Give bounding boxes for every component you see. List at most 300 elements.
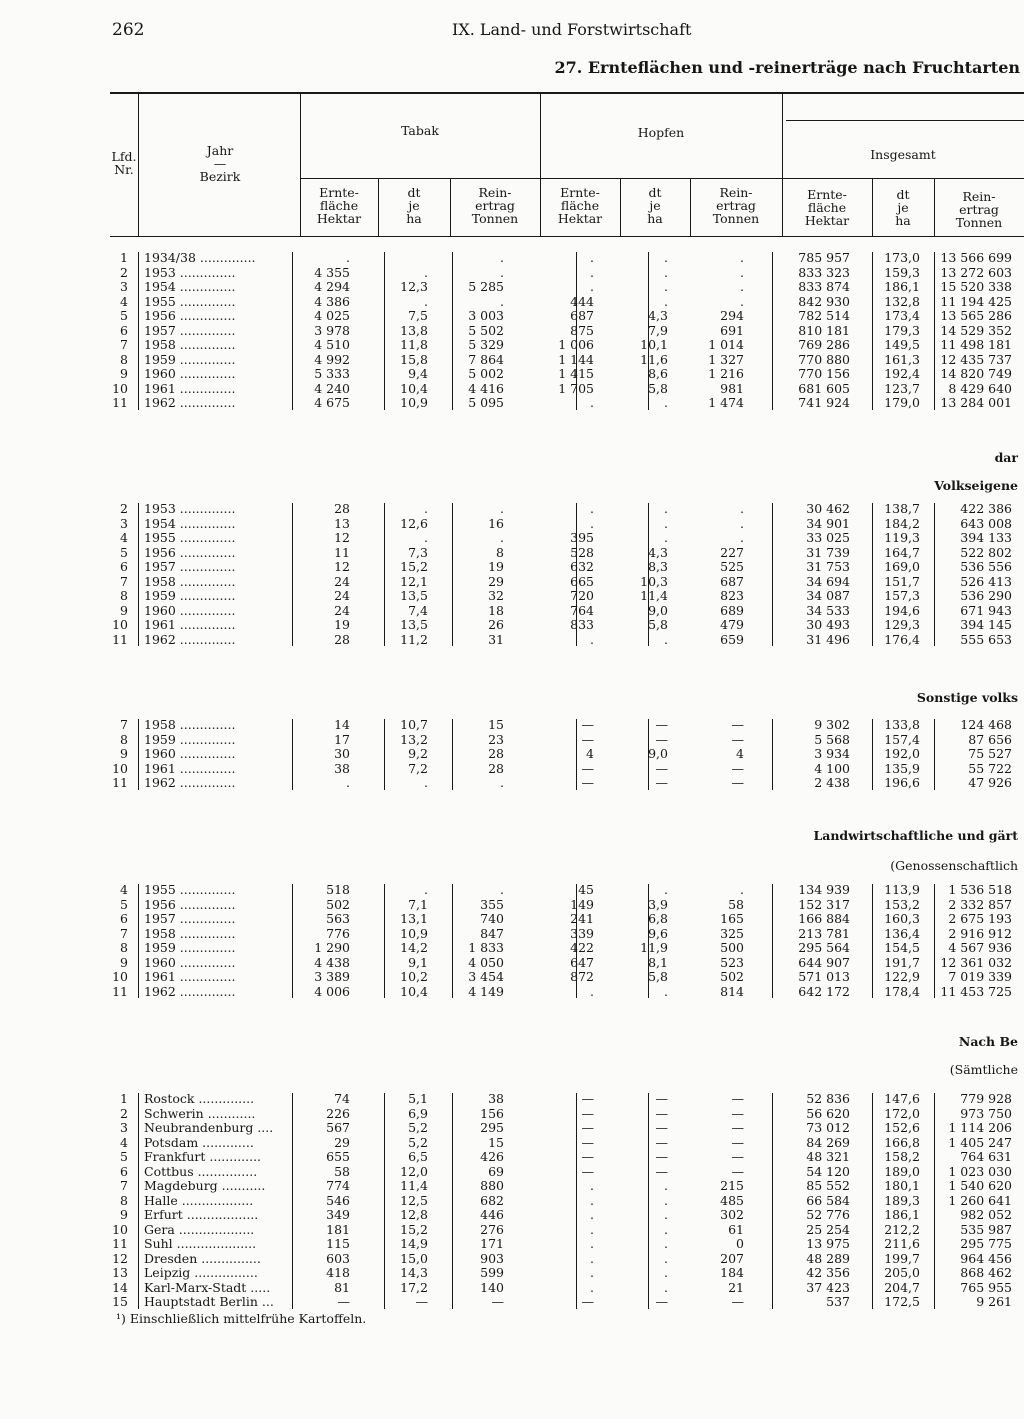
insgesamt-dt-je-ha: 138,7 <box>884 501 920 516</box>
hopfen-reinertrag: — <box>731 775 744 790</box>
table-row <box>0 589 1024 604</box>
tabak-erntefläche: 502 <box>326 896 350 912</box>
insgesamt-dt-je-ha: 176,4 <box>884 631 920 647</box>
tabak-erntefläche: 4 240 <box>314 380 350 396</box>
hopfen-reinertrag: 485 <box>720 1192 744 1208</box>
hopfen-erntefläche: — <box>581 1294 594 1309</box>
table-row <box>0 1150 1024 1165</box>
sub-header-reinertrag: Rein- ertrag Tonnen <box>712 185 760 226</box>
insgesamt-reinertrag: 1 260 641 <box>948 1192 1012 1208</box>
insgesamt-reinertrag: 764 631 <box>960 1149 1012 1164</box>
table-row <box>0 927 1024 942</box>
insgesamt-reinertrag: 11 194 425 <box>940 293 1012 309</box>
hopfen-reinertrag: 502 <box>720 969 744 984</box>
insgesamt-dt-je-ha: 191,7 <box>884 954 920 970</box>
table-row <box>0 531 1024 546</box>
tabak-erntefläche: 30 <box>334 746 350 761</box>
hopfen-dt-je-ha: . <box>664 882 668 897</box>
insgesamt-dt-je-ha: 186,1 <box>884 279 920 294</box>
tabak-reinertrag: 16 <box>488 515 504 531</box>
row-number: 5 <box>120 544 128 560</box>
row-label: 1962 .............. <box>144 395 236 410</box>
tabak-reinertrag: . <box>500 775 504 790</box>
insgesamt-reinertrag: 422 386 <box>960 501 1012 516</box>
table-title: 27. Ernteflächen und -reinerträge nach Fruchtarten <box>554 58 1020 77</box>
hopfen-reinertrag: 525 <box>720 559 744 574</box>
insgesamt-dt-je-ha: 151,7 <box>884 573 920 589</box>
insgesamt-reinertrag: 394 133 <box>960 530 1012 545</box>
tabak-reinertrag: 880 <box>480 1178 504 1193</box>
insgesamt-erntefläche: 31 739 <box>806 544 850 560</box>
tabak-erntefläche: 4 006 <box>314 983 350 999</box>
row-number: 10 <box>112 617 128 632</box>
hopfen-reinertrag: . <box>740 264 744 280</box>
tabak-dt-je-ha: 12,6 <box>400 515 428 531</box>
insgesamt-reinertrag: 1 405 247 <box>948 1134 1012 1150</box>
section-heading: Nach Be <box>958 1034 1018 1049</box>
tabak-reinertrag: . <box>500 264 504 280</box>
hopfen-erntefläche: 1 144 <box>558 351 594 367</box>
row-label: Schwerin ............ <box>144 1105 256 1121</box>
row-label: 1958 .............. <box>144 717 236 732</box>
hopfen-dt-je-ha: — <box>655 1091 668 1106</box>
hopfen-erntefläche: 875 <box>570 322 594 338</box>
hopfen-dt-je-ha: — <box>655 717 668 732</box>
insgesamt-reinertrag: 964 456 <box>960 1250 1012 1266</box>
insgesamt-erntefläche: 56 620 <box>806 1105 850 1121</box>
table-row <box>0 1165 1024 1180</box>
hopfen-reinertrag: 691 <box>720 322 744 338</box>
insgesamt-dt-je-ha: 123,7 <box>884 380 920 396</box>
row-number: 11 <box>112 631 128 647</box>
row-label: 1959 .............. <box>144 940 236 955</box>
insgesamt-erntefläche: 34 533 <box>806 602 850 618</box>
row-label: Rostock .............. <box>144 1091 255 1106</box>
hopfen-dt-je-ha: 11,4 <box>640 588 668 603</box>
hopfen-erntefläche: 1 006 <box>558 337 594 352</box>
hopfen-erntefläche: 339 <box>570 925 594 941</box>
insgesamt-dt-je-ha: 172,0 <box>884 1105 920 1121</box>
hopfen-reinertrag: 0 <box>736 1236 744 1251</box>
row-number: 6 <box>120 1163 128 1179</box>
table-row <box>0 776 1024 791</box>
tabak-erntefläche: 518 <box>326 882 350 897</box>
row-label: 1962 .............. <box>144 775 236 790</box>
insgesamt-reinertrag: 779 928 <box>960 1091 1012 1106</box>
row-label: 1953 .............. <box>144 501 236 516</box>
insgesamt-erntefläche: 31 753 <box>806 559 850 574</box>
hopfen-dt-je-ha: . <box>664 279 668 294</box>
row-label: 1957 .............. <box>144 322 236 338</box>
insgesamt-reinertrag: 868 462 <box>960 1265 1012 1280</box>
tabak-reinertrag: 15 <box>488 1134 504 1150</box>
hopfen-erntefläche: 422 <box>570 940 594 955</box>
hopfen-erntefläche: — <box>581 1163 594 1179</box>
hopfen-dt-je-ha: . <box>664 501 668 516</box>
table-row <box>0 733 1024 748</box>
hopfen-reinertrag: 302 <box>720 1207 744 1222</box>
insgesamt-erntefläche: 134 939 <box>798 882 850 897</box>
hopfen-reinertrag: 58 <box>728 896 744 912</box>
tabak-erntefläche: 4 992 <box>314 351 350 367</box>
table-row <box>0 956 1024 971</box>
hopfen-erntefläche: — <box>581 1091 594 1106</box>
header-bottom-rule <box>110 236 1024 237</box>
insgesamt-reinertrag: 536 290 <box>960 588 1012 603</box>
insgesamt-dt-je-ha: 194,6 <box>884 602 920 618</box>
table-row <box>0 898 1024 913</box>
tabak-reinertrag: 140 <box>480 1279 504 1295</box>
table-row <box>0 280 1024 295</box>
tabak-erntefläche: 4 294 <box>314 279 350 294</box>
table-row <box>0 762 1024 777</box>
insgesamt-dt-je-ha: 184,2 <box>884 515 920 531</box>
hopfen-reinertrag: — <box>731 731 744 747</box>
row-number: 4 <box>120 293 128 309</box>
row-label: Halle .................. <box>144 1192 254 1208</box>
row-number: 7 <box>120 717 128 732</box>
hopfen-dt-je-ha: 7,9 <box>648 322 668 338</box>
tabak-reinertrag: 740 <box>480 911 504 926</box>
tabak-erntefläche: 24 <box>334 573 350 589</box>
tabak-dt-je-ha: 7,1 <box>408 896 428 912</box>
tabak-dt-je-ha: 11,8 <box>400 337 428 352</box>
table-row <box>0 1179 1024 1194</box>
row-label: 1955 .............. <box>144 882 236 897</box>
tabak-reinertrag: 29 <box>488 573 504 589</box>
table-row <box>0 546 1024 561</box>
tabak-dt-je-ha: 12,0 <box>400 1163 428 1179</box>
insgesamt-reinertrag: 15 520 338 <box>940 279 1012 294</box>
insgesamt-erntefläche: 770 156 <box>798 366 850 381</box>
row-number: 3 <box>120 515 128 531</box>
tabak-reinertrag: 8 <box>496 544 504 560</box>
row-label: 1934/38 .............. <box>144 250 256 265</box>
insgesamt-dt-je-ha: 152,6 <box>884 1120 920 1135</box>
hopfen-reinertrag: 1 216 <box>708 366 744 381</box>
tabak-dt-je-ha: 13,5 <box>400 588 428 603</box>
table-row <box>0 1107 1024 1122</box>
insgesamt-reinertrag: 2 916 912 <box>948 925 1012 941</box>
hopfen-erntefläche: 833 <box>570 617 594 632</box>
hopfen-dt-je-ha: 8,1 <box>648 954 668 970</box>
hopfen-dt-je-ha: 10,1 <box>640 337 668 352</box>
insgesamt-reinertrag: 7 019 339 <box>948 969 1012 984</box>
tabak-dt-je-ha: 5,2 <box>408 1134 428 1150</box>
hopfen-reinertrag: — <box>731 1294 744 1309</box>
insgesamt-dt-je-ha: 196,6 <box>884 775 920 790</box>
insgesamt-reinertrag: 12 435 737 <box>940 351 1012 367</box>
hopfen-reinertrag: 184 <box>720 1265 744 1280</box>
row-label: 1955 .............. <box>144 293 236 309</box>
insgesamt-reinertrag: 12 361 032 <box>940 954 1012 970</box>
hopfen-erntefläche: 1 415 <box>558 366 594 381</box>
table-row <box>0 502 1024 517</box>
hopfen-reinertrag: 523 <box>720 954 744 970</box>
tabak-reinertrag: 19 <box>488 559 504 574</box>
insgesamt-dt-je-ha: 211,6 <box>884 1236 920 1251</box>
table-row <box>0 941 1024 956</box>
table-row <box>0 1136 1024 1151</box>
table-row <box>0 353 1024 368</box>
hopfen-erntefläche: 1 705 <box>558 380 594 396</box>
hopfen-dt-je-ha: . <box>664 1207 668 1222</box>
table-row <box>0 970 1024 985</box>
tabak-dt-je-ha: 14,2 <box>400 940 428 955</box>
insgesamt-dt-je-ha: 154,5 <box>884 940 920 955</box>
insgesamt-reinertrag: 13 565 286 <box>940 308 1012 323</box>
insgesamt-dt-je-ha: 157,4 <box>884 731 920 747</box>
row-number: 4 <box>120 1134 128 1150</box>
row-label: Potsdam ............. <box>144 1134 254 1150</box>
table-row <box>0 747 1024 762</box>
row-label: 1953 .............. <box>144 264 236 280</box>
hopfen-reinertrag: 1 474 <box>708 395 744 410</box>
hopfen-dt-je-ha: 4,3 <box>648 544 668 560</box>
table-row <box>0 1092 1024 1107</box>
hopfen-dt-je-ha: . <box>664 264 668 280</box>
row-label: 1961 .............. <box>144 380 236 396</box>
tabak-erntefläche: 12 <box>334 530 350 545</box>
tabak-erntefläche: 546 <box>326 1192 350 1208</box>
row-number: 8 <box>120 731 128 747</box>
tabak-reinertrag: 28 <box>488 746 504 761</box>
insgesamt-dt-je-ha: 189,3 <box>884 1192 920 1208</box>
tabak-dt-je-ha: 15,2 <box>400 559 428 574</box>
insgesamt-reinertrag: 1 023 030 <box>948 1163 1012 1179</box>
hopfen-erntefläche: — <box>581 731 594 747</box>
tabak-reinertrag: 32 <box>488 588 504 603</box>
hopfen-erntefläche: . <box>590 279 594 294</box>
insgesamt-erntefläche: 73 012 <box>806 1120 850 1135</box>
insgesamt-erntefläche: 54 120 <box>806 1163 850 1179</box>
hopfen-dt-je-ha: 3,9 <box>648 896 668 912</box>
tabak-reinertrag: 28 <box>488 760 504 776</box>
insgesamt-erntefläche: 785 957 <box>798 250 850 265</box>
insgesamt-dt-je-ha: 129,3 <box>884 617 920 632</box>
hopfen-dt-je-ha: 9,6 <box>648 925 668 941</box>
tabak-erntefläche: 19 <box>334 617 350 632</box>
insgesamt-dt-je-ha: 212,2 <box>884 1221 920 1237</box>
hopfen-dt-je-ha: — <box>655 760 668 776</box>
insgesamt-dt-je-ha: 159,3 <box>884 264 920 280</box>
hopfen-dt-je-ha: . <box>664 515 668 531</box>
insgesamt-erntefläche: 30 462 <box>806 501 850 516</box>
row-number: 4 <box>120 530 128 545</box>
table-row <box>0 324 1024 339</box>
sub-header-erntefläche: Ernte- fläche Hektar <box>316 185 362 226</box>
row-label: 1954 .............. <box>144 515 236 531</box>
insgesamt-dt-je-ha: 199,7 <box>884 1250 920 1266</box>
insgesamt-reinertrag: 2 332 857 <box>948 896 1012 912</box>
row-number: 9 <box>120 954 128 970</box>
hopfen-erntefläche: 720 <box>570 588 594 603</box>
tabak-erntefläche: 603 <box>326 1250 350 1266</box>
sub-header-erntefläche: Ernte- fläche Hektar <box>804 187 850 228</box>
tabak-reinertrag: 3 454 <box>468 969 504 984</box>
row-number: 8 <box>120 588 128 603</box>
insgesamt-erntefläche: 13 975 <box>806 1236 850 1251</box>
insgesamt-dt-je-ha: 178,4 <box>884 983 920 999</box>
insgesamt-reinertrag: 671 943 <box>960 602 1012 618</box>
hopfen-dt-je-ha: 4,3 <box>648 308 668 323</box>
tabak-reinertrag: 446 <box>480 1207 504 1222</box>
insgesamt-reinertrag: 526 413 <box>960 573 1012 589</box>
hopfen-dt-je-ha: 8,3 <box>648 559 668 574</box>
insgesamt-erntefläche: 31 496 <box>806 631 850 647</box>
hopfen-reinertrag: 215 <box>720 1178 744 1193</box>
row-label: 1958 .............. <box>144 925 236 941</box>
row-number: 1 <box>120 250 128 265</box>
table-row <box>0 1237 1024 1252</box>
insgesamt-dt-je-ha: 172,5 <box>884 1294 920 1309</box>
hopfen-reinertrag: — <box>731 760 744 776</box>
row-number: 1 <box>120 1091 128 1106</box>
insgesamt-erntefläche: 166 884 <box>798 911 850 926</box>
row-label: Magdeburg ........... <box>144 1178 266 1193</box>
tabak-dt-je-ha: . <box>424 882 428 897</box>
hopfen-dt-je-ha: 9,0 <box>648 746 668 761</box>
tabak-dt-je-ha: 7,3 <box>408 544 428 560</box>
page-number: 262 <box>112 20 145 40</box>
tabak-reinertrag: 23 <box>488 731 504 747</box>
sub-header-reinertrag: Rein- ertrag Tonnen <box>955 189 1003 230</box>
header-group-tabak: Tabak <box>401 123 439 138</box>
hopfen-dt-je-ha: — <box>655 1134 668 1150</box>
insgesamt-erntefläche: 48 321 <box>806 1149 850 1164</box>
tabak-dt-je-ha: . <box>424 775 428 790</box>
row-label: Cottbus ............... <box>144 1163 258 1179</box>
hopfen-reinertrag: . <box>740 882 744 897</box>
row-label: 1961 .............. <box>144 617 236 632</box>
hopfen-dt-je-ha: 5,8 <box>648 380 668 396</box>
insgesamt-reinertrag: 9 261 <box>976 1294 1012 1309</box>
table-row <box>0 1252 1024 1267</box>
tabak-dt-je-ha: 10,7 <box>400 717 428 732</box>
hopfen-dt-je-ha: 10,3 <box>640 573 668 589</box>
hopfen-dt-je-ha: 5,8 <box>648 617 668 632</box>
hopfen-erntefläche: — <box>581 1149 594 1164</box>
table-row <box>0 266 1024 281</box>
section-subheading: (Genossenschaftlich <box>890 858 1018 873</box>
tabak-dt-je-ha: 10,9 <box>400 395 428 410</box>
insgesamt-reinertrag: 535 987 <box>960 1221 1012 1237</box>
table-row <box>0 1295 1024 1310</box>
tabak-erntefläche: 5 333 <box>314 366 350 381</box>
insgesamt-dt-je-ha: 180,1 <box>884 1178 920 1193</box>
hopfen-reinertrag: . <box>740 279 744 294</box>
hopfen-reinertrag: 207 <box>720 1250 744 1266</box>
tabak-reinertrag: 1 833 <box>468 940 504 955</box>
tabak-reinertrag: 599 <box>480 1265 504 1280</box>
row-number: 14 <box>112 1279 128 1295</box>
hopfen-erntefläche: — <box>581 760 594 776</box>
hopfen-erntefläche: . <box>590 1192 594 1208</box>
tabak-reinertrag: 847 <box>480 925 504 941</box>
insgesamt-dt-je-ha: 122,9 <box>884 969 920 984</box>
subheader-rule <box>300 178 1024 179</box>
tabak-erntefläche: 29 <box>334 1134 350 1150</box>
tabak-reinertrag: 682 <box>480 1192 504 1208</box>
insgesamt-dt-je-ha: 166,8 <box>884 1134 920 1150</box>
hopfen-dt-je-ha: — <box>655 731 668 747</box>
hopfen-erntefläche: . <box>590 1265 594 1280</box>
insgesamt-erntefläche: 34 087 <box>806 588 850 603</box>
section-heading: Landwirtschaftliche und gärt <box>813 828 1018 843</box>
insgesamt-reinertrag: 643 008 <box>960 515 1012 531</box>
tabak-dt-je-ha: 14,3 <box>400 1265 428 1280</box>
table-row <box>0 1208 1024 1223</box>
insgesamt-dt-je-ha: 119,3 <box>884 530 920 545</box>
insgesamt-dt-je-ha: 113,9 <box>884 882 920 897</box>
tabak-dt-je-ha: 13,8 <box>400 322 428 338</box>
hopfen-reinertrag: 294 <box>720 308 744 323</box>
row-number: 3 <box>120 279 128 294</box>
insgesamt-erntefläche: 30 493 <box>806 617 850 632</box>
tabak-reinertrag: . <box>500 250 504 265</box>
row-number: 6 <box>120 911 128 926</box>
row-label: 1958 .............. <box>144 573 236 589</box>
hopfen-dt-je-ha: . <box>664 1279 668 1295</box>
hopfen-reinertrag: 227 <box>720 544 744 560</box>
tabak-erntefläche: 776 <box>326 925 350 941</box>
insgesamt-erntefläche: 4 100 <box>814 760 850 776</box>
tabak-reinertrag: 7 864 <box>468 351 504 367</box>
hopfen-reinertrag: 4 <box>736 746 744 761</box>
insgesamt-reinertrag: 75 527 <box>968 746 1012 761</box>
tabak-erntefläche: 349 <box>326 1207 350 1222</box>
tabak-erntefläche: 181 <box>326 1221 350 1237</box>
tabak-dt-je-ha: 5,2 <box>408 1120 428 1135</box>
table-row <box>0 382 1024 397</box>
insgesamt-reinertrag: 1 114 206 <box>948 1120 1012 1135</box>
hopfen-reinertrag: — <box>731 1091 744 1106</box>
insgesamt-erntefläche: 34 694 <box>806 573 850 589</box>
tabak-dt-je-ha: — <box>415 1294 428 1309</box>
hopfen-erntefläche: — <box>581 1120 594 1135</box>
hopfen-erntefläche: . <box>590 1178 594 1193</box>
tabak-erntefläche: 28 <box>334 631 350 647</box>
hopfen-reinertrag: 479 <box>720 617 744 632</box>
insgesamt-reinertrag: 8 429 640 <box>948 380 1012 396</box>
table-row <box>0 1223 1024 1238</box>
tabak-erntefläche: 3 978 <box>314 322 350 338</box>
insgesamt-reinertrag: 47 926 <box>968 775 1012 790</box>
insgesamt-reinertrag: 1 540 620 <box>948 1178 1012 1193</box>
insgesamt-erntefläche: 33 025 <box>806 530 850 545</box>
row-number: 5 <box>120 1149 128 1164</box>
row-label: 1960 .............. <box>144 366 236 381</box>
tabak-reinertrag: 4 416 <box>468 380 504 396</box>
row-label: Erfurt .................. <box>144 1207 259 1222</box>
row-number: 2 <box>120 501 128 516</box>
hopfen-erntefläche: 241 <box>570 911 594 926</box>
table-row <box>0 1266 1024 1281</box>
tabak-erntefläche: 1 290 <box>314 940 350 955</box>
tabak-dt-je-ha: 15,2 <box>400 1221 428 1237</box>
insgesamt-dt-je-ha: 164,7 <box>884 544 920 560</box>
row-number: 11 <box>112 775 128 790</box>
hopfen-erntefläche: 872 <box>570 969 594 984</box>
row-number: 11 <box>112 1236 128 1251</box>
tabak-reinertrag: 5 329 <box>468 337 504 352</box>
tabak-dt-je-ha: . <box>424 501 428 516</box>
tabak-dt-je-ha: 9,2 <box>408 746 428 761</box>
tabak-reinertrag: . <box>500 882 504 897</box>
sub-header-dt-je-ha: dt je ha <box>895 187 911 228</box>
tabak-reinertrag: 4 050 <box>468 954 504 970</box>
row-number: 2 <box>120 1105 128 1121</box>
